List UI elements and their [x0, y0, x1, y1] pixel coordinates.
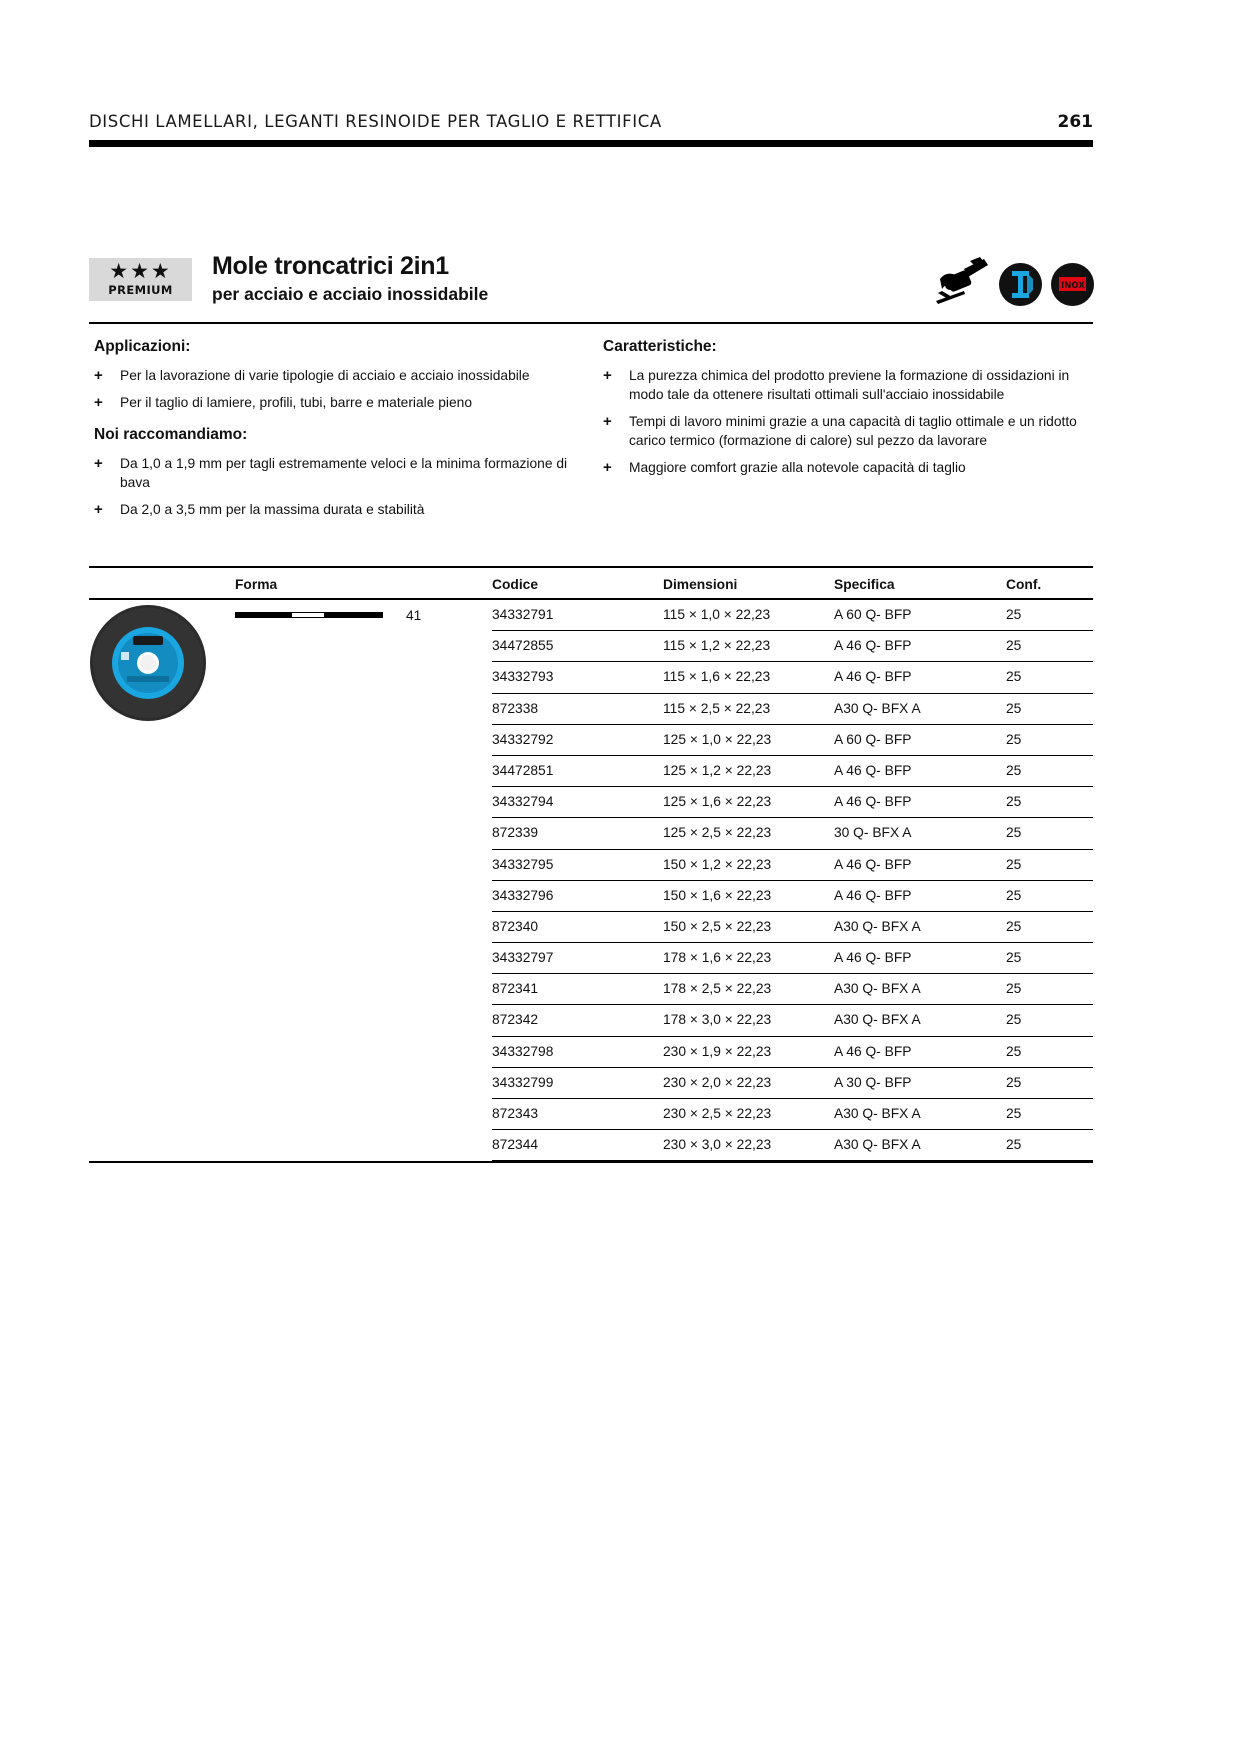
- cell-dimensioni: 150 × 1,6 × 22,23: [663, 887, 772, 903]
- cell-specifica: 30 Q- BFX A: [834, 825, 912, 841]
- cell-specifica: A30 Q- BFX A: [834, 918, 921, 934]
- caratteristiche-heading: Caratteristiche:: [603, 338, 717, 355]
- cell-codice: 872339: [492, 825, 539, 841]
- header-dimensioni: Dimensioni: [663, 577, 738, 592]
- cell-conf: 25: [1006, 950, 1022, 966]
- cell-specifica: A 30 Q- BFP: [834, 1074, 912, 1090]
- cell-dimensioni: 115 × 2,5 × 22,23: [663, 700, 771, 716]
- cell-specifica: A 46 Q- BFP: [834, 950, 912, 966]
- table-row: [89, 756, 1093, 787]
- table-row: [89, 694, 1093, 725]
- product-title: Mole troncatrici 2in1: [212, 252, 449, 280]
- cell-codice: 34332791: [492, 607, 554, 622]
- caratteristiche-list: [598, 366, 1088, 477]
- plus-icon: +: [94, 455, 103, 472]
- list-item: + Tempi di lavoro minimi grazie a una capacità di taglio ottimale e un ridotto carico termico (formazione di calore) sul pezzo da lavorare: [603, 413, 1077, 448]
- left-column: [89, 338, 579, 527]
- cell-conf: 25: [1006, 731, 1022, 747]
- right-column: [598, 338, 1088, 485]
- cell-conf: 25: [1006, 638, 1022, 654]
- raccomandiamo-list: [89, 454, 579, 519]
- cell-dimensioni: 230 × 1,9 × 22,23: [663, 1043, 772, 1059]
- header-codice: Codice: [492, 577, 538, 592]
- cell-codice: 34332793: [492, 669, 554, 685]
- cell-dimensioni: 230 × 2,5 × 22,23: [663, 1106, 772, 1121]
- cell-specifica: A 46 Q- BFP: [834, 669, 912, 685]
- plus-icon: +: [94, 394, 103, 411]
- cell-codice: 34332798: [492, 1043, 554, 1059]
- cell-conf: 25: [1006, 607, 1022, 622]
- table-row: [89, 600, 1093, 631]
- cell-specifica: A30 Q- BFX A: [834, 981, 921, 997]
- cell-specifica: A30 Q- BFX A: [834, 1137, 921, 1153]
- table-header: [89, 568, 1093, 600]
- cell-dimensioni: 150 × 1,2 × 22,23: [663, 856, 772, 872]
- cell-dimensioni: 125 × 1,6 × 22,23: [663, 794, 772, 810]
- cell-codice: 34332796: [492, 887, 554, 903]
- cell-codice: 872341: [492, 981, 539, 997]
- cell-conf: 25: [1006, 981, 1022, 997]
- premium-badge: [89, 258, 192, 301]
- cell-codice: 34332794: [492, 794, 554, 810]
- header-specifica: Specifica: [834, 577, 895, 592]
- cell-dimensioni: 230 × 2,0 × 22,23: [663, 1074, 772, 1090]
- cell-codice: 872343: [492, 1106, 539, 1121]
- cell-codice: 34332792: [492, 731, 554, 747]
- applicazioni-heading: Applicazioni:: [94, 338, 191, 355]
- cell-specifica: A 46 Q- BFP: [834, 887, 912, 903]
- plus-icon: +: [94, 367, 103, 384]
- title-rule: [89, 322, 1093, 324]
- list-item: + Per la lavorazione di varie tipologie di acciaio e acciaio inossidabile: [94, 367, 530, 384]
- cell-dimensioni: 125 × 2,5 × 22,23: [663, 825, 772, 841]
- cell-conf: 25: [1006, 1043, 1022, 1059]
- cell-codice: 872344: [492, 1137, 539, 1153]
- table-row: [89, 912, 1093, 943]
- cell-conf: 25: [1006, 669, 1022, 685]
- table-row: [89, 1099, 1093, 1130]
- table-row: [89, 818, 1093, 849]
- cell-specifica: A 46 Q- BFP: [834, 638, 912, 654]
- list-item: + Maggiore comfort grazie alla notevole capacità di taglio: [603, 459, 966, 476]
- cell-specifica: A 46 Q- BFP: [834, 856, 912, 872]
- cell-conf: 25: [1006, 887, 1022, 903]
- cell-conf: 25: [1006, 856, 1022, 872]
- cell-codice: 34332797: [492, 950, 554, 966]
- table-row: [89, 787, 1093, 818]
- cell-conf: 25: [1006, 1106, 1022, 1121]
- cell-dimensioni: 178 × 3,0 × 22,23: [663, 1012, 772, 1028]
- cell-dimensioni: 125 × 1,2 × 22,23: [663, 762, 772, 778]
- cell-dimensioni: 178 × 2,5 × 22,23: [663, 981, 772, 997]
- header-conf: Conf.: [1006, 577, 1042, 592]
- cell-dimensioni: 115 × 1,6 × 22,23: [663, 669, 771, 685]
- product-table: [89, 566, 1093, 1163]
- cell-conf: 25: [1006, 825, 1022, 841]
- cell-codice: 34332799: [492, 1074, 554, 1090]
- cell-conf: 25: [1006, 1012, 1022, 1028]
- cell-codice: 872338: [492, 700, 539, 716]
- plus-icon: +: [603, 459, 612, 476]
- cell-codice: 872342: [492, 1012, 539, 1028]
- cell-specifica: A30 Q- BFX A: [834, 700, 921, 716]
- angle-grinder-icon: [934, 255, 992, 307]
- plus-icon: +: [603, 367, 612, 384]
- table-row: [89, 1130, 1093, 1161]
- plus-icon: +: [94, 501, 103, 518]
- inox-label: INOX: [1061, 281, 1085, 291]
- product-subtitle: per acciaio e acciaio inossidabile: [212, 284, 489, 304]
- cell-specifica: A 46 Q- BFP: [834, 1043, 912, 1059]
- applicazioni-list: [89, 366, 579, 412]
- steel-material-icon: [999, 263, 1042, 306]
- header-rule: [89, 140, 1093, 147]
- cell-dimensioni: 178 × 1,6 × 22,23: [663, 950, 772, 966]
- page-header: [89, 112, 1093, 148]
- chapter-title: DISCHI LAMELLARI, LEGANTI RESINOIDE PER TAGLIO E RETTIFICA: [89, 112, 662, 131]
- cell-codice: 34472851: [492, 762, 554, 778]
- cell-conf: 25: [1006, 1137, 1022, 1153]
- table-bottom-rule: [89, 1161, 1093, 1163]
- table-row: [89, 631, 1093, 662]
- table-row: [89, 662, 1093, 693]
- cell-codice: 34472855: [492, 638, 554, 654]
- inox-material-icon: [1051, 263, 1094, 306]
- cell-dimensioni: 150 × 2,5 × 22,23: [663, 918, 772, 934]
- table-row: [89, 943, 1093, 974]
- table-row: [89, 850, 1093, 881]
- table-row: [89, 974, 1093, 1005]
- cell-conf: 25: [1006, 762, 1022, 778]
- list-item: + Da 1,0 a 1,9 mm per tagli estremamente veloci e la minima formazione di bava: [94, 455, 568, 490]
- cell-specifica: A30 Q- BFX A: [834, 1012, 921, 1028]
- list-item: + Per il taglio di lamiere, profili, tubi, barre e materiale pieno: [94, 394, 472, 411]
- cell-specifica: A30 Q- BFX A: [834, 1106, 921, 1121]
- cell-specifica: A 46 Q- BFP: [834, 794, 912, 810]
- header-forma: Forma: [235, 577, 278, 592]
- page-number: 261: [1057, 112, 1093, 132]
- cell-conf: 25: [1006, 1074, 1022, 1090]
- cell-conf: 25: [1006, 700, 1022, 716]
- cell-codice: 872340: [492, 918, 539, 934]
- cell-specifica: A 60 Q- BFP: [834, 607, 912, 622]
- list-item: + Da 2,0 a 3,5 mm per la massima durata e stabilità: [94, 501, 425, 518]
- rating-stars: ★★★: [109, 260, 172, 283]
- table-row: [89, 725, 1093, 756]
- cell-specifica: A 60 Q- BFP: [834, 731, 912, 747]
- raccomandiamo-heading: Noi raccomandiamo:: [94, 426, 248, 443]
- cell-specifica: A 46 Q- BFP: [834, 762, 912, 778]
- cell-dimensioni: 125 × 1,0 × 22,23: [663, 731, 772, 747]
- list-item: + La purezza chimica del prodotto previene la formazione di ossidazioni in modo tale da ottenere risultati ottimali sull'acciaio inossidabile: [603, 367, 1070, 402]
- table-row: [89, 1068, 1093, 1099]
- cell-conf: 25: [1006, 794, 1022, 810]
- cell-dimensioni: 230 × 3,0 × 22,23: [663, 1137, 772, 1153]
- table-row: [89, 1005, 1093, 1036]
- table-body: [89, 600, 1093, 1161]
- cell-conf: 25: [1006, 918, 1022, 934]
- premium-label: PREMIUM: [108, 283, 173, 297]
- cell-codice: 34332795: [492, 856, 554, 872]
- table-row: [89, 1037, 1093, 1068]
- cell-dimensioni: 115 × 1,0 × 22,23: [663, 607, 771, 622]
- plus-icon: +: [603, 413, 612, 430]
- application-icons: [934, 255, 1094, 307]
- cell-dimensioni: 115 × 1,2 × 22,23: [663, 638, 771, 654]
- table-row: [89, 881, 1093, 912]
- shape-number: 41: [406, 608, 422, 623]
